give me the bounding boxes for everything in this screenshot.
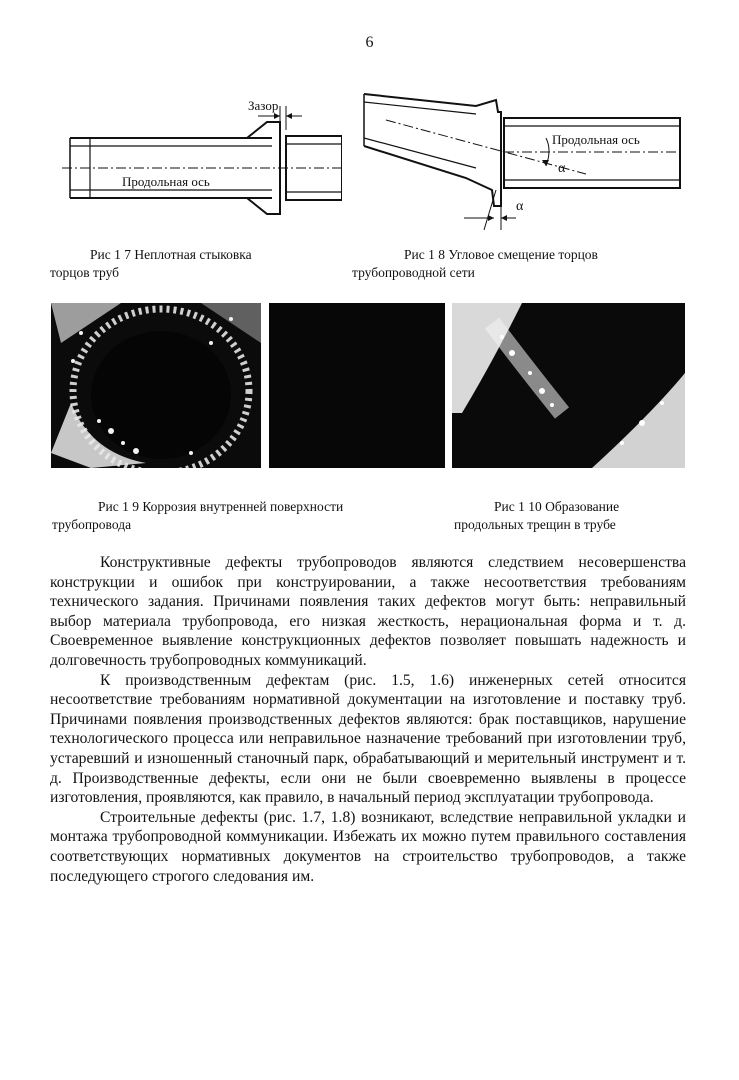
- figure-1-7-caption: [50, 246, 350, 282]
- corrosion-photo: [51, 303, 261, 468]
- caption-line: торцов труб: [50, 265, 120, 280]
- caption-line: трубопроводной сети: [352, 265, 475, 280]
- paragraph: К производственным дефектам (рис. 1.5, 1.6) инженерных сетей относится несоответствие требованиям нормативной документации на изготовление и поставку труб. Причинами появления производственных дефектов являются: брак поставщиков, нарушение технологического процесса или неправильное назначение требований при изготовлении труб, устаревший и изношенный станочный парк, обрабатывающий и мерительный инструмент и т. д. Производственные дефекты, если они не были своевременно выявлены в процессе изготовления, проявляются, как правило, в начальный период эксплуатации трубопровода.: [50, 671, 686, 807]
- paragraph: Строительные дефекты (рис. 1.7, 1.8) возникают, вследствие неправильной укладки и монтажа трубопроводной коммуникации. Избежать их можно путем правильного составления соответствующих нормативных документов на строительство трубопроводов, а также последующего строгого следования им.: [50, 808, 686, 885]
- figure-1-8-caption: [352, 246, 704, 282]
- longitudinal-crack-photo: [452, 303, 685, 468]
- gap-label: Зазор: [248, 98, 279, 113]
- page-number: 6: [365, 34, 374, 51]
- caption-line: Рис 1 9 Коррозия внутренней поверхности: [98, 499, 344, 514]
- pipe-interior-photo: [269, 303, 445, 468]
- axis-label: Продольная ось: [552, 132, 640, 147]
- alpha-label: α: [516, 199, 524, 214]
- figure-1-8-diagram: [356, 86, 686, 236]
- caption-line: Рис 1 10 Образование: [494, 499, 620, 514]
- figure-1-9-caption: [52, 498, 438, 534]
- paragraph: Конструктивные дефекты трубопроводов являются следствием несовершенства конструкции и ошибок при конструировании, а также несоответствия требованиям технического задания. Причинами появления таких дефектов могут быть: неправильный выбор материала трубопровода, его низкая жесткость, нерациональная форма и т. д. Своевременное выявление конструкционных дефектов позволяет повышать надежность и долговечность трубопроводных коммуникаций.: [50, 554, 686, 669]
- axis-label: Продольная ось: [122, 174, 210, 189]
- caption-line: Рис 1 8 Угловое смещение торцов: [404, 247, 598, 262]
- caption-line: трубопровода: [52, 517, 132, 532]
- caption-line: продольных трещин в трубе: [454, 517, 616, 532]
- body-text: [50, 553, 686, 886]
- figure-1-10-caption: [454, 498, 704, 534]
- alpha-label: α: [558, 161, 566, 176]
- caption-line: Рис 1 7 Неплотная стыковка: [90, 247, 252, 262]
- figure-1-7-diagram: [62, 96, 342, 216]
